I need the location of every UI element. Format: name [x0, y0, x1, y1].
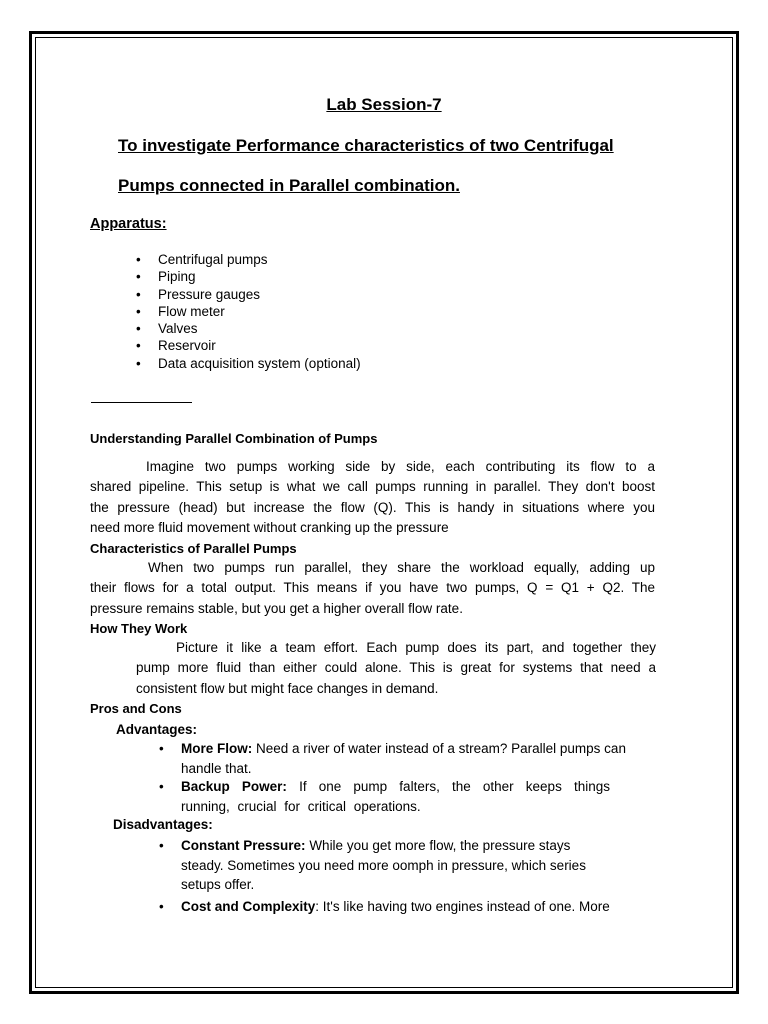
apparatus-item: • Flow meter	[136, 303, 361, 320]
paragraph-line: their flows for a total output. This means if you have two pumps, Q = Q1 + Q2. The	[90, 580, 655, 596]
advantage-item	[159, 739, 671, 778]
advantage-text: handle that.	[181, 760, 252, 776]
title-line-2: Pumps connected in Parallel combination.	[118, 176, 460, 195]
paragraph-line: pump more fluid than either could alone. This is great for systems that need a	[136, 660, 656, 676]
how-heading: How They Work	[90, 621, 188, 636]
apparatus-item: • Reservoir	[136, 337, 361, 354]
bullet: •	[159, 779, 164, 794]
apparatus-heading: Apparatus:	[90, 216, 167, 232]
apparatus-item: • Pressure gauges	[136, 286, 361, 303]
apparatus-item: • Centrifugal pumps	[136, 251, 361, 268]
disadvantage-item	[159, 836, 651, 895]
title-line-1: To investigate Performance characteristics of two Centrifugal	[118, 136, 614, 155]
apparatus-item: • Valves	[136, 320, 361, 337]
paragraph-line: Picture it like a team effort. Each pump does its part, and together they	[176, 640, 656, 655]
paragraph-line: Imagine two pumps working side by side, each contributing its flow to a	[146, 459, 655, 474]
disadvantage-text: : It's like having two engines instead of one. More	[315, 899, 610, 914]
paragraph-line: need more fluid movement without cranking up the pressure	[90, 519, 449, 535]
disadvantage-text: setups offer.	[181, 877, 255, 892]
bullet: •	[159, 741, 164, 756]
understanding-paragraph	[90, 457, 655, 538]
advantage-item	[159, 777, 610, 816]
apparatus-list	[136, 251, 361, 372]
paragraph-line: consistent flow but might face changes in demand.	[136, 680, 439, 696]
pros-cons-heading: Pros and Cons	[90, 701, 182, 716]
section-divider	[91, 402, 192, 403]
apparatus-item: • Data acquisition system (optional)	[136, 355, 361, 372]
disadvantage-item	[159, 897, 651, 917]
advantages-heading: Advantages:	[116, 722, 198, 737]
disadvantage-text: steady. Sometimes you need more oomph in pressure, which series	[181, 857, 586, 873]
apparatus-item: • Piping	[136, 268, 361, 285]
advantage-text: running, crucial for critical operations.	[181, 798, 421, 814]
advantage-text: Need a river of water instead of a stream? Parallel pumps can	[256, 741, 626, 756]
paragraph-line: the pressure (head) but increase the flow (Q). This is handy in situations where you	[90, 499, 655, 515]
paragraph-line: When two pumps run parallel, they share the workload equally, adding up	[148, 560, 655, 575]
how-paragraph	[136, 638, 656, 699]
disadvantages-heading: Disadvantages:	[113, 817, 213, 832]
disadvantage-term: Cost and Complexity	[181, 899, 316, 914]
paragraph-line: shared pipeline. This setup is what we call pumps running in parallel. They don't boost	[90, 479, 655, 495]
bullet: •	[159, 899, 164, 914]
advantage-text: If one pump falters, the other keeps things	[299, 779, 610, 794]
disadvantage-text: While you get more flow, the pressure stays	[309, 838, 571, 853]
bullet: •	[159, 838, 164, 853]
advantage-term: Backup Power:	[181, 779, 287, 794]
disadvantage-term: Constant Pressure:	[181, 838, 306, 853]
understanding-heading: Understanding Parallel Combination of Pumps	[90, 431, 378, 446]
characteristics-paragraph	[90, 558, 655, 619]
paragraph-line: pressure remains stable, but you get a higher overall flow rate.	[90, 600, 463, 616]
advantage-term: More Flow:	[181, 741, 253, 756]
session-title: Lab Session-7	[326, 95, 442, 114]
characteristics-heading: Characteristics of Parallel Pumps	[90, 541, 297, 556]
